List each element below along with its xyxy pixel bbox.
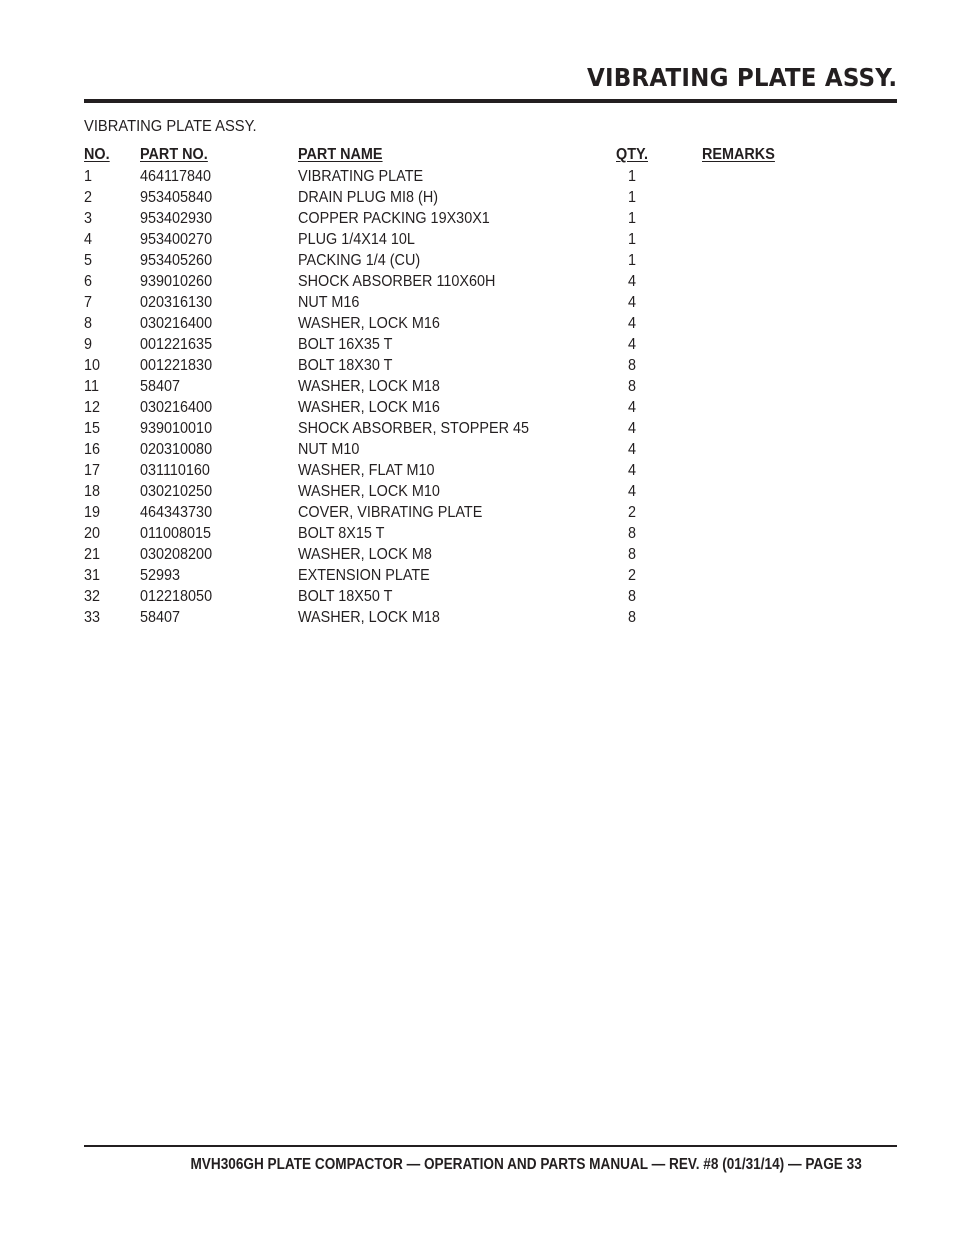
page-title: VIBRATING PLATE ASSY. [586,63,897,92]
row-no-cell: 5 [84,252,93,269]
row-part-name-cell: BOLT 18X50 T [298,588,393,605]
row-qty-cell: 4 [628,483,637,500]
row-remarks-cell [702,397,844,418]
row-remarks-cell [702,418,844,439]
row-part-no-cell: 011008015 [140,525,212,542]
row-part-no-cell: 58407 [140,609,181,626]
row-qty-cell: 1 [628,231,637,248]
row-part-no-cell: 020310080 [140,441,213,458]
row-remarks-cell [702,208,844,229]
row-part-name-cell: WASHER, LOCK M18 [298,378,440,395]
row-qty-cell: 4 [628,441,637,458]
table-row [84,313,844,334]
table-row [84,607,844,628]
row-part-name-cell: NUT M16 [298,294,360,311]
table-row [84,460,844,481]
row-no-cell: 21 [84,546,101,563]
row-remarks-cell [702,523,844,544]
row-part-no-cell: 52993 [140,567,181,584]
row-remarks-cell [702,460,844,481]
row-remarks-cell [702,187,844,208]
row-remarks-cell [702,376,844,397]
row-no-cell: 12 [84,399,101,416]
row-qty-cell: 4 [628,315,637,332]
row-part-name-cell: EXTENSION PLATE [298,567,430,584]
row-remarks-cell [702,313,844,334]
table-row [84,208,844,229]
table-row [84,271,844,292]
row-part-no-cell: 939010010 [140,420,213,437]
table-row [84,586,844,607]
table-row [84,334,844,355]
row-no-cell: 6 [84,273,93,290]
row-qty-cell: 8 [628,525,637,542]
row-part-name-cell: NUT M10 [298,441,360,458]
row-part-no-cell: 58407 [140,378,181,395]
table-row [84,376,844,397]
row-qty-cell: 1 [628,189,637,206]
row-qty-cell: 1 [628,252,637,269]
row-part-name-cell: DRAIN PLUG MI8 (H) [298,189,439,206]
row-qty-cell: 4 [628,273,637,290]
row-no-cell: 32 [84,588,101,605]
row-no-cell: 17 [84,462,101,479]
row-remarks-cell [702,166,844,187]
parts-table [84,143,844,628]
table-row [84,502,844,523]
row-qty-cell: 2 [628,504,637,521]
row-part-no-cell: 939010260 [140,273,213,290]
table-row [84,523,844,544]
table-row [84,166,844,187]
row-part-no-cell: 020316130 [140,294,213,311]
row-part-no-cell: 030208200 [140,546,213,563]
table-row [84,418,844,439]
row-part-no-cell: 001221635 [140,336,213,353]
header-no: NO. [84,146,110,163]
row-part-name-cell: WASHER, LOCK M18 [298,609,440,626]
row-part-name-cell: WASHER, LOCK M16 [298,315,440,332]
title-rule [84,99,897,103]
row-part-no-cell: 031110160 [140,462,210,479]
row-part-name-cell: COVER, VIBRATING PLATE [298,504,483,521]
table-row [84,229,844,250]
row-part-no-cell: 030210250 [140,483,213,500]
table-header-row [84,143,844,166]
table-row [84,544,844,565]
row-no-cell: 19 [84,504,101,521]
row-qty-cell: 1 [628,168,637,185]
table-row [84,565,844,586]
row-qty-cell: 8 [628,546,637,563]
row-no-cell: 2 [84,189,93,206]
row-remarks-cell [702,586,844,607]
row-qty-cell: 4 [628,462,637,479]
row-remarks-cell [702,439,844,460]
header-qty: QTY. [616,146,649,163]
row-part-no-cell: 030216400 [140,315,213,332]
row-part-no-cell: 953400270 [140,231,213,248]
row-part-no-cell: 953405260 [140,252,213,269]
table-row [84,397,844,418]
row-no-cell: 16 [84,441,101,458]
row-no-cell: 33 [84,609,101,626]
row-remarks-cell [702,544,844,565]
row-no-cell: 4 [84,231,93,248]
table-row [84,439,844,460]
row-qty-cell: 4 [628,420,637,437]
row-qty-cell: 4 [628,336,637,353]
row-qty-cell: 8 [628,357,637,374]
section-title: VIBRATING PLATE ASSY. [84,118,257,135]
row-no-cell: 11 [84,378,99,395]
row-part-name-cell: VIBRATING PLATE [298,168,424,185]
row-qty-cell: 8 [628,609,637,626]
row-qty-cell: 2 [628,567,637,584]
row-remarks-cell [702,481,844,502]
row-remarks-cell [702,334,844,355]
row-remarks-cell [702,229,844,250]
row-remarks-cell [702,502,844,523]
row-part-name-cell: PACKING 1/4 (CU) [298,252,421,269]
footer-text: MVH306GH PLATE COMPACTOR — OPERATION AND PARTS MANUAL — REV. #8 (01/31/14) — PAGE 33 [190,1156,862,1173]
table-row [84,292,844,313]
row-no-cell: 7 [84,294,93,311]
row-part-name-cell: SHOCK ABSORBER, STOPPER 45 [298,420,530,437]
footer-rule [84,1145,897,1147]
header-part-name: PART NAME [298,146,383,163]
header-remarks: REMARKS [702,146,775,163]
row-no-cell: 1 [84,168,93,185]
row-part-no-cell: 001221830 [140,357,213,374]
row-remarks-cell [702,607,844,628]
row-no-cell: 15 [84,420,101,437]
row-remarks-cell [702,292,844,313]
row-remarks-cell [702,250,844,271]
row-part-no-cell: 464117840 [140,168,212,185]
row-no-cell: 3 [84,210,93,227]
row-remarks-cell [702,565,844,586]
row-no-cell: 10 [84,357,101,374]
row-part-name-cell: BOLT 8X15 T [298,525,385,542]
row-qty-cell: 4 [628,399,637,416]
row-part-name-cell: WASHER, LOCK M8 [298,546,432,563]
row-part-no-cell: 953405840 [140,189,213,206]
row-no-cell: 18 [84,483,101,500]
row-no-cell: 9 [84,336,93,353]
header-part-no: PART NO. [140,146,208,163]
row-part-name-cell: COPPER PACKING 19X30X1 [298,210,490,227]
row-part-name-cell: WASHER, FLAT M10 [298,462,435,479]
row-no-cell: 31 [84,567,101,584]
row-qty-cell: 8 [628,588,637,605]
table-row [84,250,844,271]
row-no-cell: 20 [84,525,101,542]
row-part-name-cell: WASHER, LOCK M16 [298,399,440,416]
row-qty-cell: 4 [628,294,637,311]
table-row [84,481,844,502]
row-remarks-cell [702,355,844,376]
table-row [84,187,844,208]
row-remarks-cell [702,271,844,292]
row-qty-cell: 8 [628,378,637,395]
row-qty-cell: 1 [628,210,637,227]
row-part-name-cell: BOLT 18X30 T [298,357,393,374]
row-no-cell: 8 [84,315,93,332]
row-part-no-cell: 012218050 [140,588,213,605]
row-part-no-cell: 953402930 [140,210,213,227]
row-part-name-cell: BOLT 16X35 T [298,336,393,353]
row-part-name-cell: SHOCK ABSORBER 110X60H [298,273,496,290]
row-part-name-cell: PLUG 1/4X14 10L [298,231,415,248]
row-part-no-cell: 030216400 [140,399,213,416]
row-part-name-cell: WASHER, LOCK M10 [298,483,440,500]
row-part-no-cell: 464343730 [140,504,213,521]
table-row [84,355,844,376]
